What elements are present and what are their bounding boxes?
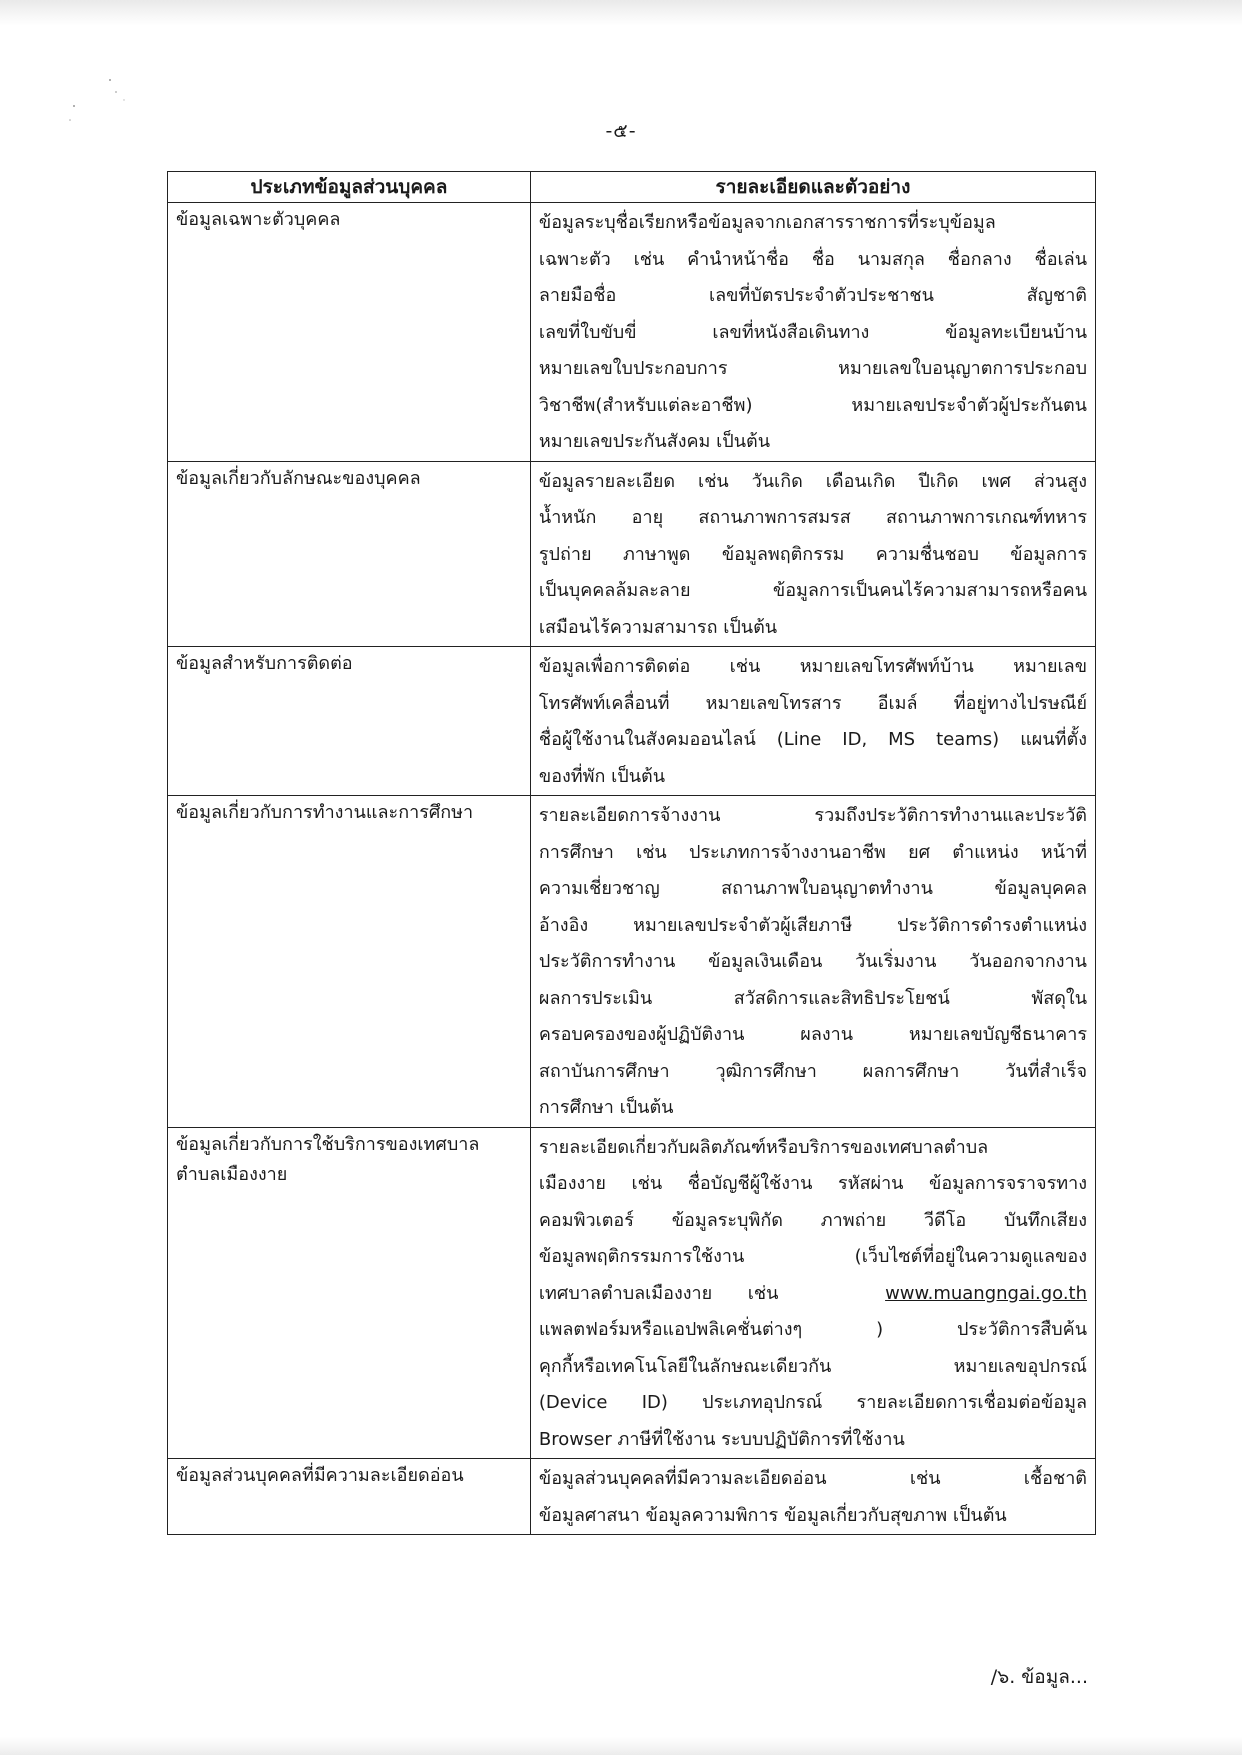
row-type: ข้อมูลเกี่ยวกับลักษณะของบุคคล	[168, 461, 531, 647]
scan-edge-top	[0, 0, 1242, 26]
detail-line: ข้อมูลระบุชื่อเรียกหรือข้อมูลจากเอกสารราชการที่ระบุข้อมูล	[538, 212, 996, 233]
detail-line: การศึกษา เช่น ประเภทการจ้างงานอาชีพ ยศ ตำแหน่ง หน้าที่	[538, 841, 1087, 863]
table-row	[168, 796, 1096, 1128]
row-detail	[530, 796, 1095, 1128]
table-row	[168, 203, 1096, 462]
detail-line: หมายเลขประกันสังคม เป็นต้น	[538, 431, 771, 452]
table-header-row	[168, 172, 1096, 203]
row-type	[168, 1127, 531, 1459]
detail-line: วิชาชีพ(สำหรับแต่ละอาชีพ) หมายเลขประจำตัวผู้ประกันตน	[538, 394, 1087, 416]
detail-line: เมืองงาย เช่น ชื่อบัญชีผู้ใช้งาน รหัสผ่าน ข้อมูลการจราจรทาง	[538, 1173, 1087, 1194]
table-row	[168, 1127, 1096, 1459]
detail-line: อ้างอิง หมายเลขประจำตัวผู้เสียภาษี ประวัติการดำรงตำแหน่ง	[538, 914, 1087, 936]
website-link[interactable]: www.muangngai.go.th	[885, 1282, 1088, 1304]
table-row	[168, 1459, 1096, 1535]
detail-line: คอมพิวเตอร์ ข้อมูลระบุพิกัด ภาพถ่าย วีดีโอ บันทึกเสียง	[538, 1209, 1087, 1231]
detail-line: ข้อมูลส่วนบุคคลที่มีความละเอียดอ่อน เช่น เชื้อชาติ	[538, 1468, 1087, 1489]
detail-line: ประวัติการทำงาน ข้อมูลเงินเดือน วันเริ่มงาน วันออกจากงาน	[538, 951, 1087, 972]
header-detail: รายละเอียดและตัวอย่าง	[530, 172, 1095, 203]
scan-edge-bottom	[0, 1737, 1242, 1755]
table-row	[168, 647, 1096, 796]
detail-line: ข้อมูลรายละเอียด เช่น วันเกิด เดือนเกิด ปีเกิด เพศ ส่วนสูง	[538, 470, 1087, 492]
detail-line: ผลการประเมิน สวัสดิการและสิทธิประโยชน์ พัสดุใน	[538, 987, 1087, 1009]
detail-line: ความเชี่ยวชาญ สถานภาพใบอนุญาตทำงาน ข้อมูลบุคคล	[538, 878, 1087, 899]
detail-line: เลขที่ใบขับขี่ เลขที่หนังสือเดินทาง ข้อมูลทะเบียนบ้าน	[538, 321, 1087, 343]
url-line-prefix: เทศบาลตำบลเมืองงาย เช่น	[538, 1282, 779, 1304]
row-type-line: ข้อมูลเกี่ยวกับการใช้บริการของเทศบาล	[176, 1133, 480, 1155]
detail-line: เฉพาะตัว เช่น คำนำหน้าชื่อ ชื่อ นามสกุล ชื่อกลาง ชื่อเล่น	[538, 248, 1087, 270]
detail-line: น้ำหนัก อายุ สถานภาพการสมรส สถานภาพการเกณฑ์ทหาร	[538, 507, 1087, 528]
detail-line: ครอบครองของผู้ปฏิบัติงาน ผลงาน หมายเลขบัญชีธนาคาร	[538, 1024, 1087, 1045]
detail-line: การศึกษา เป็นต้น	[538, 1097, 674, 1118]
detail-line: หมายเลขใบประกอบการ หมายเลขใบอนุญาตการประกอบ	[538, 358, 1087, 379]
row-detail	[530, 461, 1095, 647]
detail-line: ข้อมูลพฤติกรรมการใช้งาน (เว็บไซต์ที่อยู่ในความดูแลของ	[538, 1246, 1087, 1267]
detail-line: สถาบันการศึกษา วุฒิการศึกษา ผลการศึกษา วันที่สำเร็จ	[538, 1060, 1087, 1082]
header-type: ประเภทข้อมูลส่วนบุคคล	[168, 172, 531, 203]
detail-line: ลายมือชื่อ เลขที่บัตรประจำตัวประชาชน สัญชาติ	[538, 285, 1087, 306]
row-detail	[530, 647, 1095, 796]
detail-line: เสมือนไร้ความสามารถ เป็นต้น	[538, 616, 778, 638]
detail-line: ข้อมูลเพื่อการติดต่อ เช่น หมายเลขโทรศัพท์บ้าน หมายเลข	[538, 656, 1087, 677]
detail-line: โทรศัพท์เคลื่อนที่ หมายเลขโทรสาร อีเมล์ ที่อยู่ทางไปรษณีย์	[538, 692, 1087, 714]
table-row	[168, 461, 1096, 647]
page-number: -๕-	[605, 120, 637, 142]
detail-line: รูปถ่าย ภาษาพูด ข้อมูลพฤติกรรม ความชื่นชอบ ข้อมูลการ	[538, 543, 1087, 565]
row-type-line: ตำบลเมืองงาย	[176, 1163, 288, 1185]
row-detail	[530, 1127, 1095, 1459]
detail-line: แพลตฟอร์มหรือแอปพลิเคชั่นต่างๆ ) ประวัติการสืบค้น	[538, 1319, 1087, 1340]
row-detail	[530, 203, 1095, 462]
detail-line: ข้อมูลศาสนา ข้อมูลความพิการ ข้อมูลเกี่ยวกับสุขภาพ เป็นต้น	[538, 1504, 1007, 1526]
detail-line-with-url	[539, 1276, 1087, 1313]
row-type: ข้อมูลเกี่ยวกับการทำงานและการศึกษา	[168, 796, 531, 1128]
detail-line: (Device ID) ประเภทอุปกรณ์ รายละเอียดการเชื่อมต่อข้อมูล	[538, 1392, 1087, 1413]
row-type: ข้อมูลสำหรับการติดต่อ	[168, 647, 531, 796]
row-type: ข้อมูลเฉพาะตัวบุคคล	[168, 203, 531, 462]
detail-line: ของที่พัก เป็นต้น	[538, 765, 666, 787]
continuation-note: /๖. ข้อมูล...	[990, 1666, 1088, 1688]
detail-line: รายละเอียดเกี่ยวกับผลิตภัณฑ์หรือบริการของเทศบาลตำบล	[538, 1136, 989, 1158]
detail-line: ชื่อผู้ใช้งานในสังคมออนไลน์ (Line ID, MS teams) แผนที่ตั้ง	[538, 729, 1087, 750]
detail-line: รายละเอียดการจ้างงาน รวมถึงประวัติการทำงานและประวัติ	[538, 805, 1087, 826]
detail-line: คุกกี้หรือเทคโนโลยีในลักษณะเดียวกัน หมายเลขอุปกรณ์	[538, 1355, 1087, 1377]
row-detail	[530, 1459, 1095, 1535]
personal-data-table	[167, 171, 1096, 1535]
detail-line: เป็นบุคคลล้มละลาย ข้อมูลการเป็นคนไร้ความสามารถหรือคน	[538, 580, 1087, 601]
detail-line: Browser ภาษีที่ใช้งาน ระบบปฏิบัติการที่ใช้งาน	[538, 1428, 905, 1450]
row-type: ข้อมูลส่วนบุคคลที่มีความละเอียดอ่อน	[168, 1459, 531, 1535]
